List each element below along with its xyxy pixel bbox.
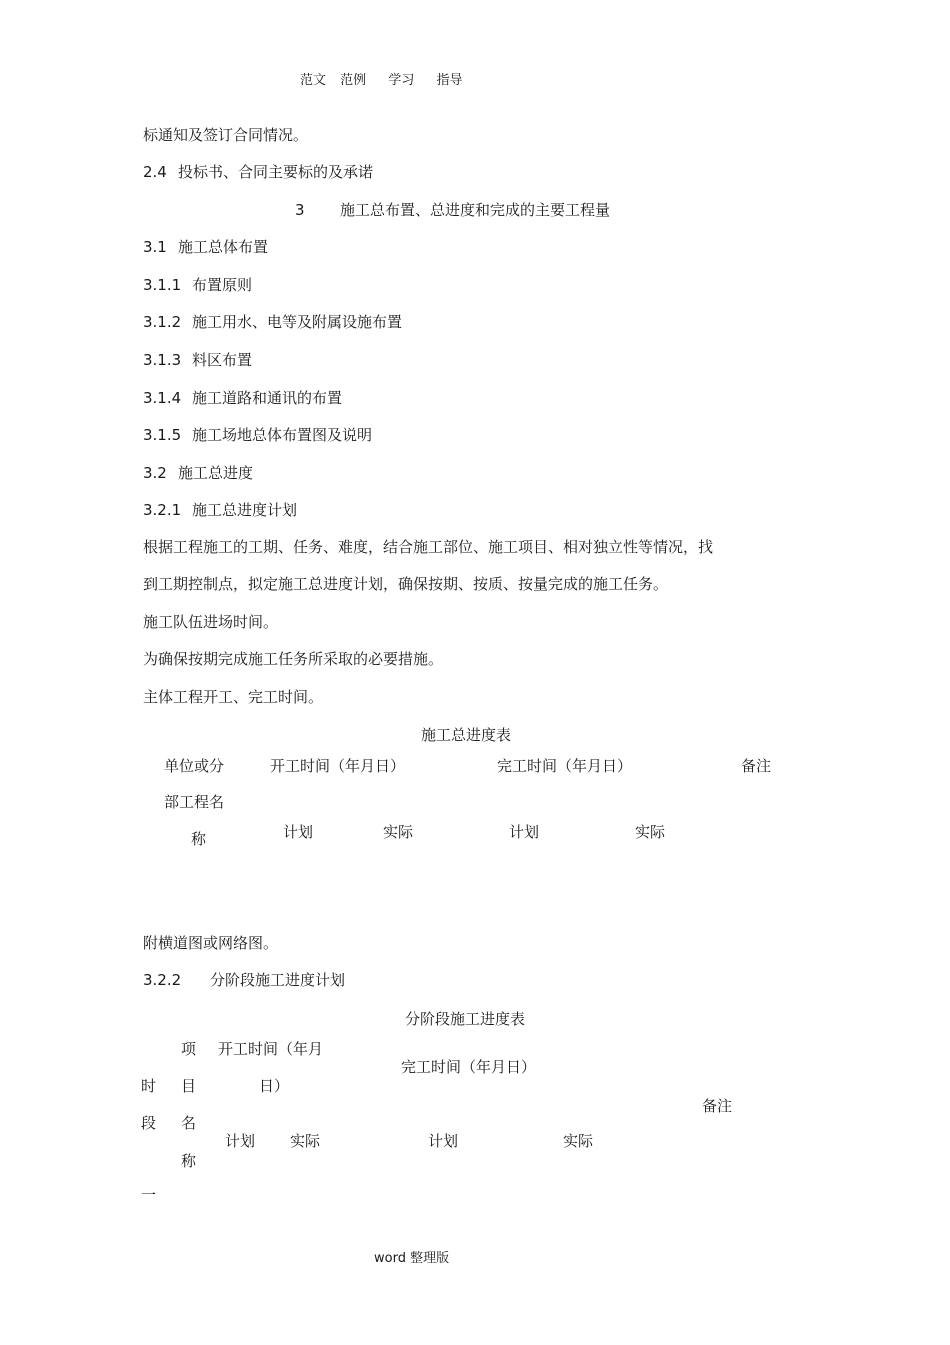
table-header-cell: 时: [141, 1077, 157, 1095]
chapter-number: 3: [295, 201, 305, 219]
section-number: 2.4: [143, 163, 167, 181]
paragraph-line: 到工期控制点，拟定施工总进度计划，确保按期、按质、按量完成的施工任务。: [143, 575, 669, 593]
header-item: 范文: [300, 73, 327, 88]
paragraph-line: 标通知及签订合同情况。: [143, 126, 309, 144]
section-title: 施工用水、电等及附属设施布置: [192, 313, 403, 331]
header-item: 学习: [388, 73, 415, 88]
table-header-cell: 单位或分: [164, 757, 225, 775]
page-header: [300, 74, 472, 87]
table-header-cell: 开工时间（年月日）: [270, 757, 406, 775]
table-header-cell: 开工时间（年月: [218, 1040, 324, 1058]
table-subheader-cell: 实际: [290, 1132, 321, 1150]
table-subheader-cell: 计划: [225, 1132, 256, 1150]
table-title: 分阶段施工进度表: [405, 1010, 526, 1028]
paragraph-line: 施工队伍进场时间。: [143, 613, 279, 631]
section-title: 投标书、合同主要标的及承诺: [178, 163, 374, 181]
section-title: 施工总进度计划: [192, 501, 298, 519]
section-number: 3.2.2: [143, 971, 182, 989]
table-subheader-cell: 计划: [428, 1132, 459, 1150]
header-item: 范例: [340, 73, 367, 88]
section-number: 3.1.3: [143, 351, 182, 369]
page-footer: word 整理版: [374, 1251, 450, 1266]
section-number: 3.1.1: [143, 276, 182, 294]
section-title: 施工总体布置: [178, 238, 269, 256]
table-header-cell: 段: [141, 1114, 157, 1132]
table-subheader-cell: 实际: [383, 823, 414, 841]
paragraph-line: 附横道图或网络图。: [143, 934, 279, 952]
section-number: 3.1.4: [143, 389, 182, 407]
table-row-label: 一: [141, 1186, 157, 1204]
section-number: 3.1: [143, 238, 167, 256]
table-header-cell: 部工程名: [164, 793, 225, 811]
table-title: 施工总进度表: [421, 726, 512, 744]
section-number: 3.2: [143, 464, 167, 482]
table-header-cell: 备注: [741, 757, 772, 775]
table-header-cell: 称: [181, 1152, 197, 1170]
section-number: 3.2.1: [143, 501, 182, 519]
table-header-cell: 名: [181, 1114, 197, 1132]
table-header-cell: 完工时间（年月日）: [497, 757, 633, 775]
header-item: 指导: [436, 73, 463, 88]
section-title: 施工场地总体布置图及说明: [192, 426, 373, 444]
paragraph-line: 为确保按期完成施工任务所采取的必要措施。: [143, 650, 444, 668]
chapter-title: 施工总布置、总进度和完成的主要工程量: [340, 201, 611, 219]
section-title: 分阶段施工进度计划: [210, 971, 346, 989]
paragraph-line: 根据工程施工的工期、任务、难度，结合施工部位、施工项目、相对独立性等情况，找: [143, 538, 714, 556]
table-header-cell: 目: [181, 1077, 197, 1095]
table-header-cell: 项: [181, 1040, 197, 1058]
section-title: 施工总进度: [178, 464, 254, 482]
section-title: 料区布置: [192, 351, 253, 369]
paragraph-line: 主体工程开工、完工时间。: [143, 688, 324, 706]
table-header-cell: 完工时间（年月日）: [401, 1058, 537, 1076]
section-number: 3.1.2: [143, 313, 182, 331]
table-subheader-cell: 实际: [635, 823, 666, 841]
section-number: 3.1.5: [143, 426, 182, 444]
table-subheader-cell: 实际: [563, 1132, 594, 1150]
section-title: 布置原则: [192, 276, 253, 294]
table-subheader-cell: 计划: [283, 823, 314, 841]
table-header-cell: 日）: [259, 1077, 290, 1095]
table-header-cell: 称: [191, 830, 207, 848]
table-header-cell: 备注: [702, 1097, 733, 1115]
section-title: 施工道路和通讯的布置: [192, 389, 343, 407]
table-subheader-cell: 计划: [509, 823, 540, 841]
